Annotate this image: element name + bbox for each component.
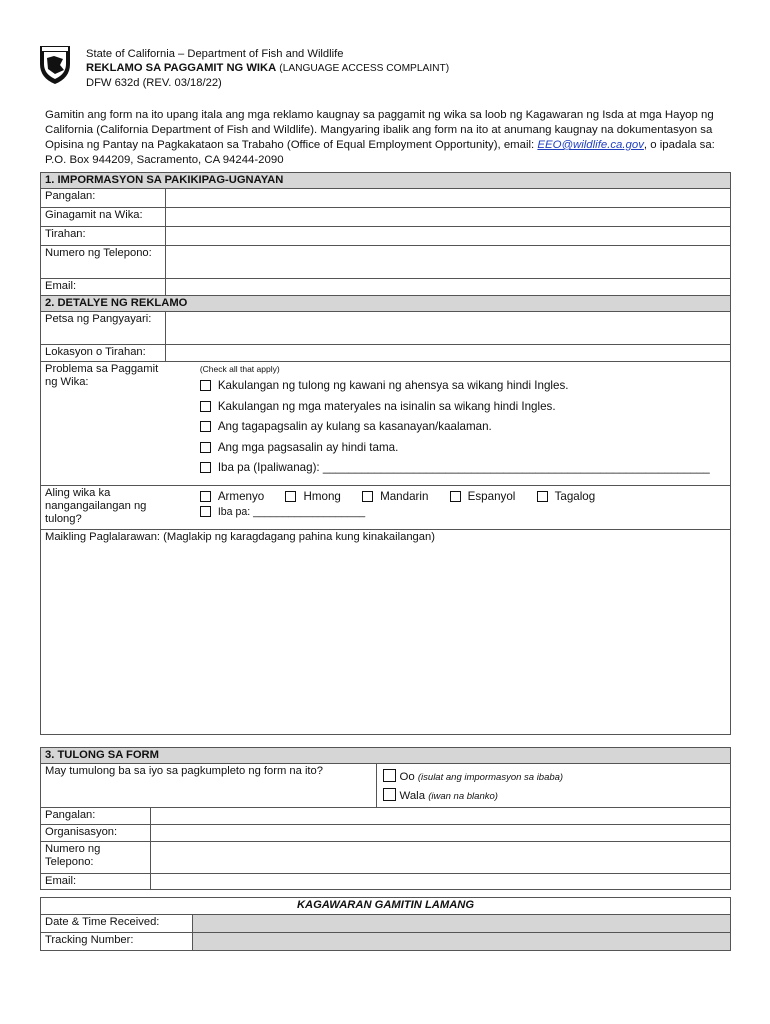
checkbox[interactable]: [200, 462, 211, 473]
form-title: REKLAMO SA PAGGAMIT NG WIKA: [86, 62, 277, 74]
checkbox[interactable]: [285, 491, 296, 502]
section1-heading: 1. IMPORMASYON SA PAKIKIPAG-UGNAYAN: [41, 173, 731, 189]
date-field[interactable]: [166, 312, 731, 345]
checkbox[interactable]: [200, 491, 211, 502]
language-field[interactable]: [166, 208, 731, 227]
checkbox[interactable]: [200, 442, 211, 453]
problem-option-other[interactable]: Iba pa (Ipaliwanag): ____________________________________________________________: [200, 458, 726, 479]
checkbox[interactable]: [537, 491, 548, 502]
checkbox[interactable]: [200, 506, 211, 517]
problem-label: Problema sa Paggamit ng Wika:: [41, 362, 166, 486]
description-field[interactable]: [41, 530, 731, 735]
location-label: Lokasyon o Tirahan:: [41, 345, 166, 362]
description-label: Maikling Paglalarawan: (Maglakip ng karagdagang pahina kung kinakailangan): [45, 531, 435, 543]
problem-option[interactable]: Kakulangan ng tulong ng kawani ng ahensya sa wikang hindi Ingles.: [200, 376, 726, 397]
tracking-label: Tracking Number:: [41, 933, 193, 951]
assistance-table: [40, 747, 731, 890]
address-field[interactable]: [166, 227, 731, 246]
helper-phone-field[interactable]: [150, 842, 730, 874]
language-label: Ginagamit na Wika:: [41, 208, 166, 227]
helper-email-field[interactable]: [150, 874, 730, 890]
checkbox[interactable]: [383, 788, 396, 801]
office-use-heading: KAGAWARAN GAMITIN LAMANG: [41, 898, 731, 915]
checkbox[interactable]: [450, 491, 461, 502]
checkbox[interactable]: [200, 401, 211, 412]
check-all-note: (Check all that apply): [199, 364, 280, 374]
form-header: [86, 47, 449, 90]
language-option-armenian[interactable]: Armenyo: [200, 490, 264, 503]
helper-email-label: Email:: [41, 874, 151, 890]
date-label: Petsa ng Pangyayari:: [41, 312, 166, 345]
needed-language-label: Aling wika ka nangangailangan ng tulong?: [41, 486, 166, 530]
phone-label: Numero ng Telepono:: [41, 246, 166, 279]
received-field[interactable]: [192, 915, 730, 933]
complaint-form-table: [40, 172, 731, 735]
tracking-field[interactable]: [192, 933, 730, 951]
form-number: DFW 632d (REV. 03/18/22): [86, 77, 222, 89]
email-link[interactable]: EEO@wildlife.ca.gov: [537, 139, 644, 151]
name-field[interactable]: [166, 189, 731, 208]
helper-org-field[interactable]: [150, 825, 730, 842]
intro-paragraph: [45, 108, 735, 168]
mailing-address: , o ipadala sa: P.O. Box 944209, Sacramento, CA 94244-2090: [45, 139, 715, 166]
helper-name-field[interactable]: [150, 808, 730, 825]
section3-heading: 3. TULONG SA FORM: [41, 748, 731, 764]
checkbox[interactable]: [200, 421, 211, 432]
intro-text: Gamitin ang form na ito upang itala ang mga reklamo kaugnay sa paggamit ng wika sa loob ng Kagawaran ng Isda at mga Hayop ng California (California Department of Fish and Wildlife). Mangyaring ibalik ang form na ito at anumang kaugnay na dokumentasyon sa Opisina ng Pantay na Pagkakataon sa Trabaho (Office of Equal Employment Opportunity), email:: [45, 109, 714, 151]
assistance-no-option[interactable]: Wala (iwan na blanko): [383, 787, 726, 806]
name-label: Pangalan:: [41, 189, 166, 208]
assistance-question: May tumulong ba sa iyo sa pagkumpleto ng form na ito?: [41, 764, 377, 808]
language-option-tagalog[interactable]: Tagalog: [537, 490, 596, 503]
assistance-yes-option[interactable]: Oo (isulat ang impormasyon sa ibaba): [383, 768, 726, 787]
helper-name-label: Pangalan:: [41, 808, 151, 825]
checkbox[interactable]: [200, 380, 211, 391]
problem-option[interactable]: Ang tagapagsalin ay kulang sa kasanayan/kaalaman.: [200, 417, 726, 438]
form-title-english: (LANGUAGE ACCESS COMPLAINT): [279, 63, 450, 74]
language-option-spanish[interactable]: Espanyol: [450, 490, 516, 503]
helper-org-label: Organisasyon:: [41, 825, 151, 842]
language-option-other[interactable]: Iba pa: ___________________: [200, 506, 726, 519]
language-option-hmong[interactable]: Hmong: [285, 490, 340, 503]
checkbox[interactable]: [383, 769, 396, 782]
california-seal-logo: [38, 44, 72, 86]
helper-phone-label: Numero ng Telepono:: [41, 842, 151, 874]
office-use-table: [40, 897, 731, 951]
problem-option[interactable]: Kakulangan ng mga materyales na isinalin sa wikang hindi Ingles.: [200, 397, 726, 418]
problem-option[interactable]: Ang mga pagsasalin ay hindi tama.: [200, 438, 726, 459]
email-field[interactable]: [166, 279, 731, 296]
email-label: Email:: [41, 279, 166, 296]
address-label: Tirahan:: [41, 227, 166, 246]
checkbox[interactable]: [362, 491, 373, 502]
location-field[interactable]: [166, 345, 731, 362]
language-option-mandarin[interactable]: Mandarin: [362, 490, 428, 503]
phone-field[interactable]: [166, 246, 731, 279]
agency-name: State of California – Department of Fish and Wildlife: [86, 48, 344, 60]
section2-heading: 2. DETALYE NG REKLAMO: [41, 296, 731, 312]
received-label: Date & Time Received:: [41, 915, 193, 933]
